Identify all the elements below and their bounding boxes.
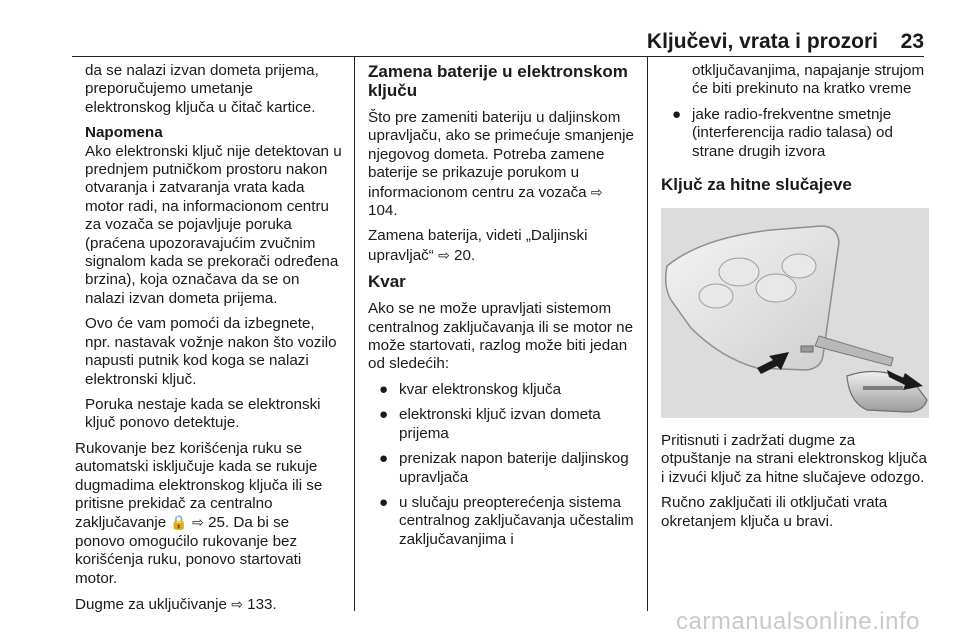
note-block [75, 62, 343, 433]
note-title: Napomena [85, 124, 163, 142]
column-3 [661, 62, 929, 538]
emergency-key-illustration [661, 208, 929, 418]
page-number: 23 [900, 30, 924, 53]
intro-paragraph: da se nalazi izvan dometa prijema, preporučujemo umetanje elektronskog ključa u čitač kartice. [85, 62, 319, 116]
page-ref[interactable]: 104 [368, 202, 394, 220]
emergency-key-paragraph-2: Ručno zaključati ili otključati vrata okretanjem ključa u bravi. [661, 494, 888, 530]
key-button-1 [719, 258, 759, 286]
page-ref[interactable]: 25 [208, 514, 225, 532]
column-1 [75, 62, 343, 621]
list-item: ● elektronski ključ izvan dometa prijema [379, 406, 601, 442]
lock-icon: 🔒 [170, 514, 188, 531]
list-item: ● prenizak napon baterije daljinskog upravljača [379, 450, 629, 486]
bullet-icon: ● [379, 406, 389, 424]
column-2 [368, 62, 636, 556]
page-ref-arrow-icon: ⇨ [192, 514, 204, 531]
list-item: ● kvar elektronskog ključa [379, 380, 562, 398]
note-paragraph-3: Poruka nestaje kada se elektronski ključ ponovo detektuje. [85, 395, 321, 432]
fault-paragraph: Ako se ne može upravljati sistemom centralnog zaključavanja ili se motor ne može startovati, razlog može biti jedan od sledećih: [368, 300, 634, 373]
list-item: ● jake radio-frekventne smetnje (interferencija radio talasa) od strane drugih izvora [672, 105, 893, 160]
page-ref[interactable]: 20 [454, 246, 471, 264]
list-item: ● u slučaju preopterećenja sistema centralnog zaključavanja učestalim zaključavanjima i [379, 493, 634, 548]
page-ref-arrow-icon: ⇨ [590, 183, 603, 200]
watermark: carmanualsonline.info [676, 608, 920, 635]
header-divider [72, 56, 924, 57]
column-divider-2 [647, 56, 648, 611]
note-paragraph-1: Ako elektronski ključ nije detektovan u prednjem putničkom prostoru nakon otvaranja i zatvaranja vrata kada motor radi, na informacionom centru za vozača se pojavljuje poruka (praćena upozoravajućim zvučnim signalom kada se prekorači određena brzina), koja označava da se on nalazi izvan dometa prijema. [85, 142, 342, 307]
key-head-slot [863, 386, 903, 390]
page-ref[interactable]: 133 [247, 595, 273, 613]
page-ref-arrow-icon: ⇨ [231, 595, 243, 612]
key-button-2 [699, 284, 733, 308]
battery-paragraph-1: Što pre zameniti bateriju u daljinskom upravljaču, ako se primećuje smanjenje njegovog dometa. Potreba zamene baterije se prikazuje porukom u informacionom centru za vozača ⇨ 104. [368, 109, 634, 220]
bullet-icon: ● [379, 493, 389, 511]
release-button [801, 346, 813, 352]
power-button-paragraph: Dugme za uključivanje ⇨ 133. [75, 595, 277, 613]
bullet-icon: ● [379, 380, 389, 398]
battery-heading: Zamena baterije u elektronskom ključu [368, 62, 628, 100]
hands-free-paragraph: Rukovanje bez korišćenja ruku se automatski isključuje kada se rukuje dugmadima elektronskog ključa ili se pritisne prekidač za centralno zaključavanje 🔒 ⇨ 25. Da bi se ponovo omogućilo rukovanje bez korišćenja ruku, ponovo startovati motor. [75, 439, 323, 587]
page-ref-arrow-icon: ⇨ [438, 246, 450, 263]
page-header [0, 0, 960, 58]
key-button-4 [782, 254, 816, 278]
list-continuation: otključavanjima, napajanje strujom će biti prekinuto na kratko vreme [692, 62, 925, 98]
fault-heading: Kvar [368, 272, 406, 292]
fault-list-continued [661, 106, 929, 161]
note-paragraph-2: Ovo će vam pomoći da izbegnete, npr. nastavak vožnje nakon što vozilo napusti putnik kod koga se nalazi elektronski ključ. [85, 315, 337, 388]
key-button-3 [756, 274, 796, 302]
battery-paragraph-2: Zamena baterija, videti „Daljinski upravljač“ ⇨ 20. [368, 227, 588, 264]
emergency-key-paragraph-1: Pritisnuti i zadržati dugme za otpuštanje na strani elektronskog ključa i izvući ključ za hitne slučajeve odozgo. [661, 432, 927, 486]
bullet-icon: ● [672, 105, 682, 123]
column-divider-1 [354, 56, 355, 611]
fault-list [368, 381, 636, 549]
bullet-icon: ● [379, 450, 389, 468]
emergency-key-heading: Ključ za hitne slučajeve [661, 175, 852, 195]
section-title: Ključevi, vrata i prozori [646, 30, 878, 53]
